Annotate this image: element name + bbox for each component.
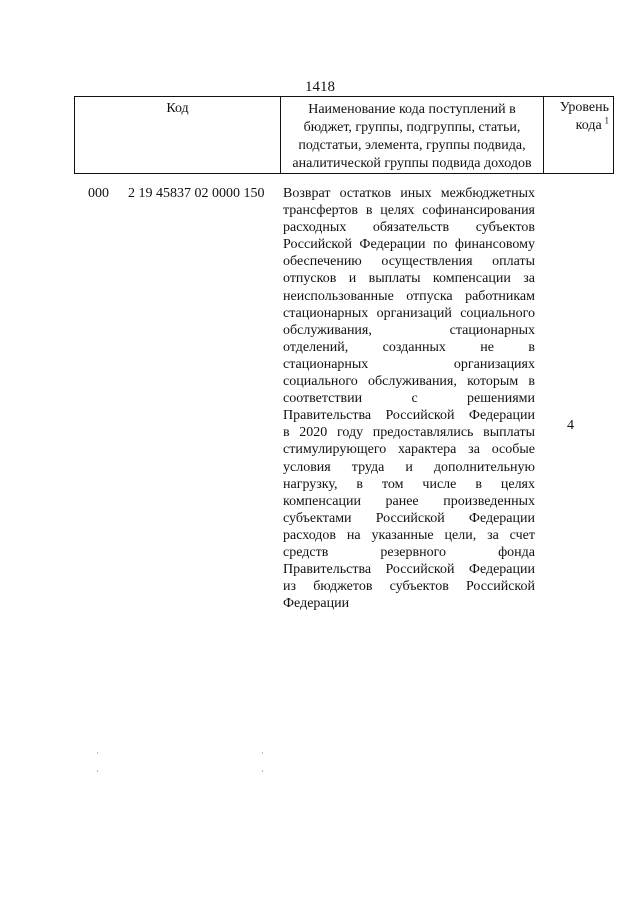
- description-line: обслуживания, стационарных: [283, 322, 535, 338]
- scan-artifact: [262, 770, 263, 772]
- page-number: 1418: [305, 79, 335, 95]
- description-line: расходов на указанные цели, за счет: [283, 527, 535, 543]
- description-line: компенсации ранее произведенных: [283, 493, 535, 509]
- description-line: обеспечению осуществления оплаты: [283, 254, 535, 270]
- description-line: в 2020 году предоставлялись выплаты: [283, 425, 535, 441]
- description-line: соответствии с решениями: [283, 391, 535, 407]
- header-level-word: кода: [575, 118, 602, 133]
- header-name-line: бюджет, группы, подгруппы, статьи,: [303, 120, 521, 135]
- description-line: отпусков и выплаты компенсации за: [283, 271, 535, 287]
- description-line: Российской Федерации по финансовому: [283, 237, 535, 253]
- header-level-label: [560, 99, 609, 135]
- description-line: отделений, созданных не в: [283, 339, 535, 355]
- admin-code: 000: [88, 186, 109, 201]
- description-line: субъектами Российской Федерации: [283, 510, 535, 526]
- entry-level: 4: [567, 418, 574, 433]
- description-line: расходных обязательств субъектов: [283, 220, 535, 236]
- header-level-line2: [560, 117, 609, 135]
- description-line: неиспользованные отпуска работникам: [283, 288, 535, 304]
- header-name-cell: [281, 97, 544, 174]
- scan-artifact: [262, 752, 263, 754]
- header-level-cell: [544, 97, 614, 174]
- scan-artifact: [97, 770, 98, 772]
- header-code-label: Код: [166, 101, 189, 116]
- description-line: Возврат остатков иных межбюджетных: [283, 186, 535, 201]
- description-line: стационарных организациях: [283, 356, 535, 372]
- header-name-line: аналитической группы подвида доходов: [292, 156, 532, 171]
- description-line: стимулирующего характера за особые: [283, 442, 535, 458]
- description-line: стационарных организаций социального: [283, 305, 535, 321]
- scan-artifact: [97, 752, 98, 754]
- header-name-line: Наименование кода поступлений в: [308, 102, 516, 117]
- header-name-line: подстатьи, элемента, группы подвида,: [298, 138, 526, 153]
- entry-description: [283, 185, 535, 612]
- header-code-cell: [75, 97, 281, 174]
- header-table: [74, 96, 614, 174]
- classification-code: 2 19 45837 02 0000 150: [128, 186, 265, 201]
- description-line: из бюджетов субъектов Российской: [283, 579, 535, 595]
- description-line: трансфертов в целях софинансирования: [283, 203, 535, 219]
- description-line: условия труда и дополнительную: [283, 459, 535, 475]
- description-line: средств резервного фонда: [283, 544, 535, 560]
- description-line: Правительства Российской Федерации: [283, 408, 535, 424]
- description-line: социального обслуживания, которым в: [283, 374, 535, 390]
- description-line: Правительства Российской Федерации: [283, 562, 535, 578]
- description-line: нагрузку, в том числе в целях: [283, 476, 535, 492]
- description-line: Федерации: [283, 596, 350, 612]
- header-row: [75, 97, 614, 174]
- header-level-line1: Уровень: [559, 100, 609, 115]
- footnote-marker: 1: [604, 115, 609, 126]
